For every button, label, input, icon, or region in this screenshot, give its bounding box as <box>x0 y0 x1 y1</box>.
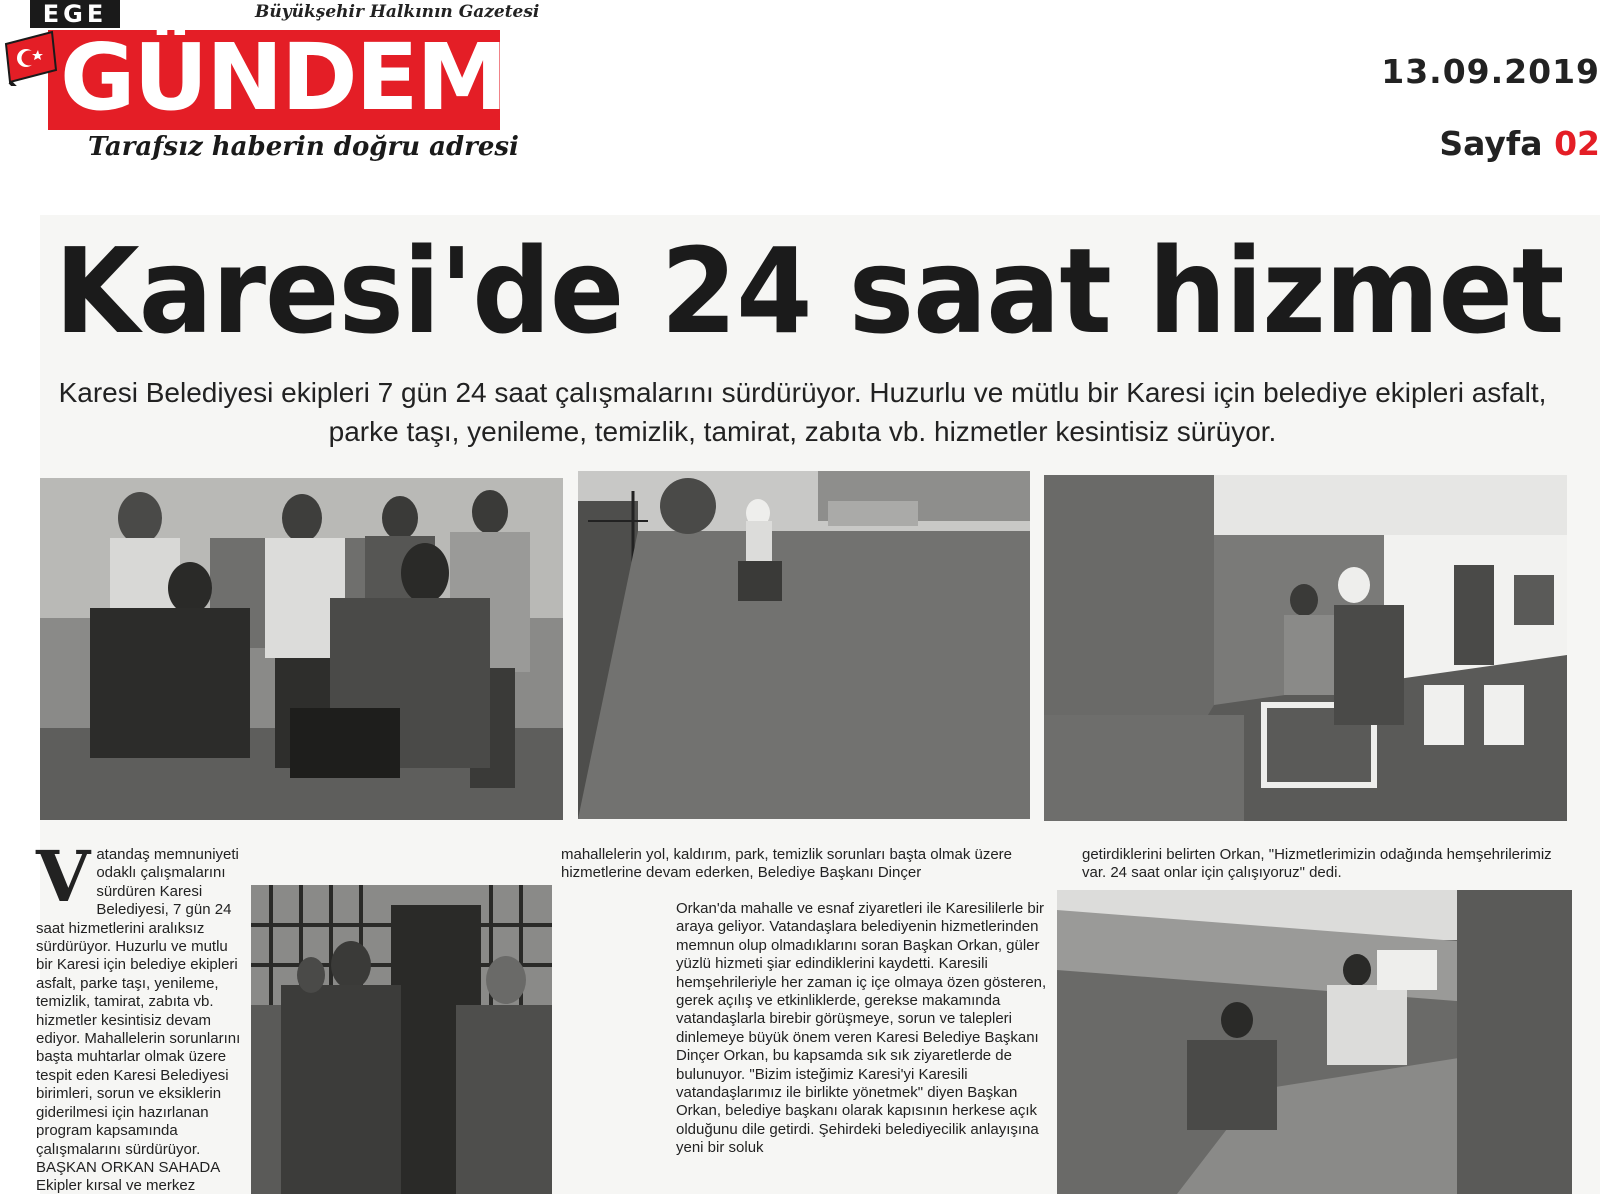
column-1-text: atandaş memnuniyeti odaklı çalışmalarını sürdüren Karesi Belediyesi, 7 gün 24 saat hizmetlerini aralıksız sürdürüyor. Huzurlu ve mutlu bir Karesi için belediye ekipleri asfalt, parke taşı, yenileme, temizlik, tamirat, zabıta vb. hizmetler kesintisiz devam ediyor. Mahallelerin sorunlarını başta muhtarlar olmak üzere tespit eden Karesi Belediyesi birimleri, sorun ve eksiklerin giderilmesi için hazırlanan program kapsamında çalışmalarını sürdürüyor. BAŞKAN ORKAN SAHADA Ekipler kırsal ve merkez <box>36 846 241 1195</box>
ege-label: EGE <box>30 0 120 28</box>
masthead-tagline: Tarafsız haberin doğru adresi <box>88 132 519 162</box>
photo-officials-inspection <box>40 478 563 820</box>
brand-name: GÜNDEM <box>60 24 506 131</box>
page-number-value: 02 <box>1554 124 1600 163</box>
article-column-1 <box>36 835 246 1196</box>
turkish-flag-icon <box>2 30 58 86</box>
article-column-2 <box>676 900 1056 1158</box>
column-2-text: Orkan'da mahalle ve esnaf ziyaretleri ile Karesililerle bir araya geliyor. Vatandaşlara belediyenin hizmetlerinden memnun olup olmadıklarını soran Başkan Orkan, güler yüzlü hizmeti şiar edindiklerini kaydetti. Karesili hemşehrileriyle her zaman iç içe olmaya özen gösteren, gerek açılış ve etkinliklerde, gerekse makamında vatandaşlarla birebir görüşmeye, sorun ve talepleri dinlemeye büyük önem veren Karesi Belediye Başkanı Dinçer Orkan, bu kapsamda sık sık ziyaretlerde de bulunuyor. "Bizim isteğimiz Karesi'yi Karesili vatandaşlarımız ile birlikte yönetmek" diyen Başkan Orkan, belediye başkanı olarak kapısının herkese açık olduğunu dile getirdi. Şehirdeki belediyecilik anlayışına yeni bir soluk <box>676 900 1047 1157</box>
column-2-top-text: mahallelerin yol, kaldırım, park, temizlik sorunları başta olmak üzere hizmetlerine devam ederken, Belediye Başkanı Dinçer <box>561 846 1013 882</box>
article-column-2-top <box>561 846 1061 883</box>
article-column-3 <box>1082 846 1567 883</box>
photo-lawn-mowing <box>578 471 1030 819</box>
page-number <box>1439 124 1600 163</box>
photo-workers-painting <box>1044 475 1567 821</box>
article-spot: Karesi Belediyesi ekipleri 7 gün 24 saat çalışmalarını sürdürüyor. Huzurlu ve mütlu bir Karesi için belediye ekipleri asfalt, parke taşı, yenileme, temizlik, tamirat, zabıta vb. hizmetler kesintisiz sürüyor. <box>58 377 1547 447</box>
photo-workers-paving <box>1057 890 1572 1194</box>
article-headline: Karesi'de 24 saat hizmet <box>54 222 1564 360</box>
masthead-logo <box>0 0 540 165</box>
page-label: Sayfa <box>1439 124 1543 163</box>
masthead-slogan: Büyükşehir Halkının Gazetesi <box>255 2 540 22</box>
photo-handshake <box>251 885 552 1194</box>
publication-date: 13.09.2019 <box>1381 52 1600 91</box>
column-3-text: getirdiklerini belirten Orkan, "Hizmetlerimizin odağında hemşehrilerimiz var. 24 saat onlar için çalışıyoruz" dedi. <box>1082 846 1552 882</box>
dropcap-letter: V <box>36 835 91 918</box>
